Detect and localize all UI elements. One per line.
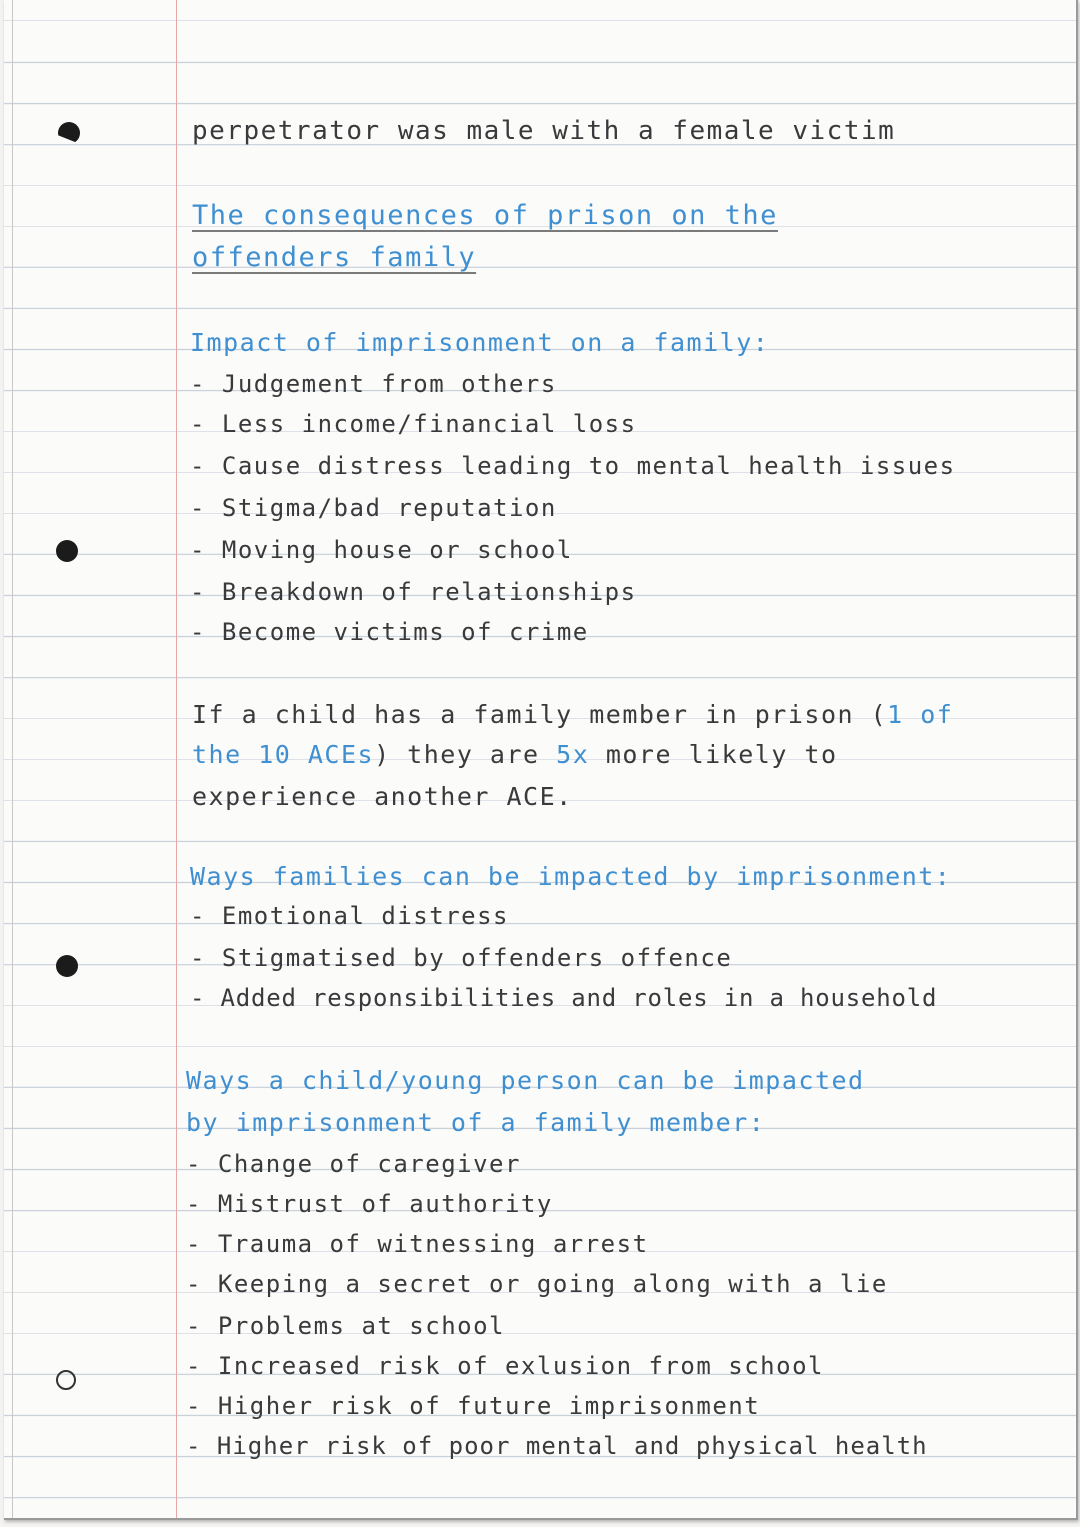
impact-item: - Cause distress leading to mental health issues: [190, 452, 956, 480]
ways-child-item: - Trauma of witnessing arrest: [186, 1230, 649, 1258]
ways-child-heading-line-2: by imprisonment of a family member:: [186, 1108, 766, 1137]
ways-families-item: - Added responsibilities and roles in a household: [190, 984, 938, 1012]
punch-hole: [56, 1370, 76, 1390]
notebook-page: [4, 0, 1078, 1520]
ways-child-item: - Increased risk of exlusion from school: [186, 1352, 824, 1380]
punch-hole: [56, 955, 78, 977]
impact-item: - Moving house or school: [190, 536, 573, 564]
punch-hole: [58, 122, 80, 144]
ace-paragraph-line-1: If a child has a family member in prison (1 of: [192, 700, 954, 729]
impact-item: - Become victims of crime: [190, 618, 589, 646]
ways-child-item: - Higher risk of poor mental and physical health: [186, 1432, 928, 1460]
section-title-line-2: offenders family: [192, 242, 477, 273]
ways-child-item: - Problems at school: [186, 1312, 505, 1340]
impact-heading: Impact of imprisonment on a family:: [190, 328, 770, 357]
impact-item: - Stigma/bad reputation: [190, 494, 557, 522]
impact-item: - Less income/financial loss: [190, 410, 637, 438]
punch-hole: [56, 540, 78, 562]
page-edge: [12, 0, 13, 1518]
margin-line: [176, 0, 177, 1518]
ways-child-item: - Higher risk of future imprisonment: [186, 1392, 761, 1420]
ways-child-heading-line-1: Ways a child/young person can be impacted: [186, 1066, 865, 1095]
impact-item: - Breakdown of relationships: [190, 578, 637, 606]
ways-child-item: - Mistrust of authority: [186, 1190, 553, 1218]
ways-families-item: - Emotional distress: [190, 902, 509, 930]
ace-paragraph-line-2: the 10 ACEs) they are 5x more likely to: [192, 740, 838, 769]
ways-families-item: - Stigmatised by offenders offence: [190, 944, 733, 972]
top-line: perpetrator was male with a female victim: [192, 116, 896, 146]
ways-families-heading: Ways families can be impacted by imprisonment:: [190, 862, 952, 891]
ace-paragraph-line-3: experience another ACE.: [192, 782, 573, 811]
ways-child-item: - Change of caregiver: [186, 1150, 521, 1178]
impact-item: - Judgement from others: [190, 370, 557, 398]
ways-child-item: - Keeping a secret or going along with a lie: [186, 1270, 888, 1298]
section-title-line-1: The consequences of prison on the: [192, 200, 778, 231]
